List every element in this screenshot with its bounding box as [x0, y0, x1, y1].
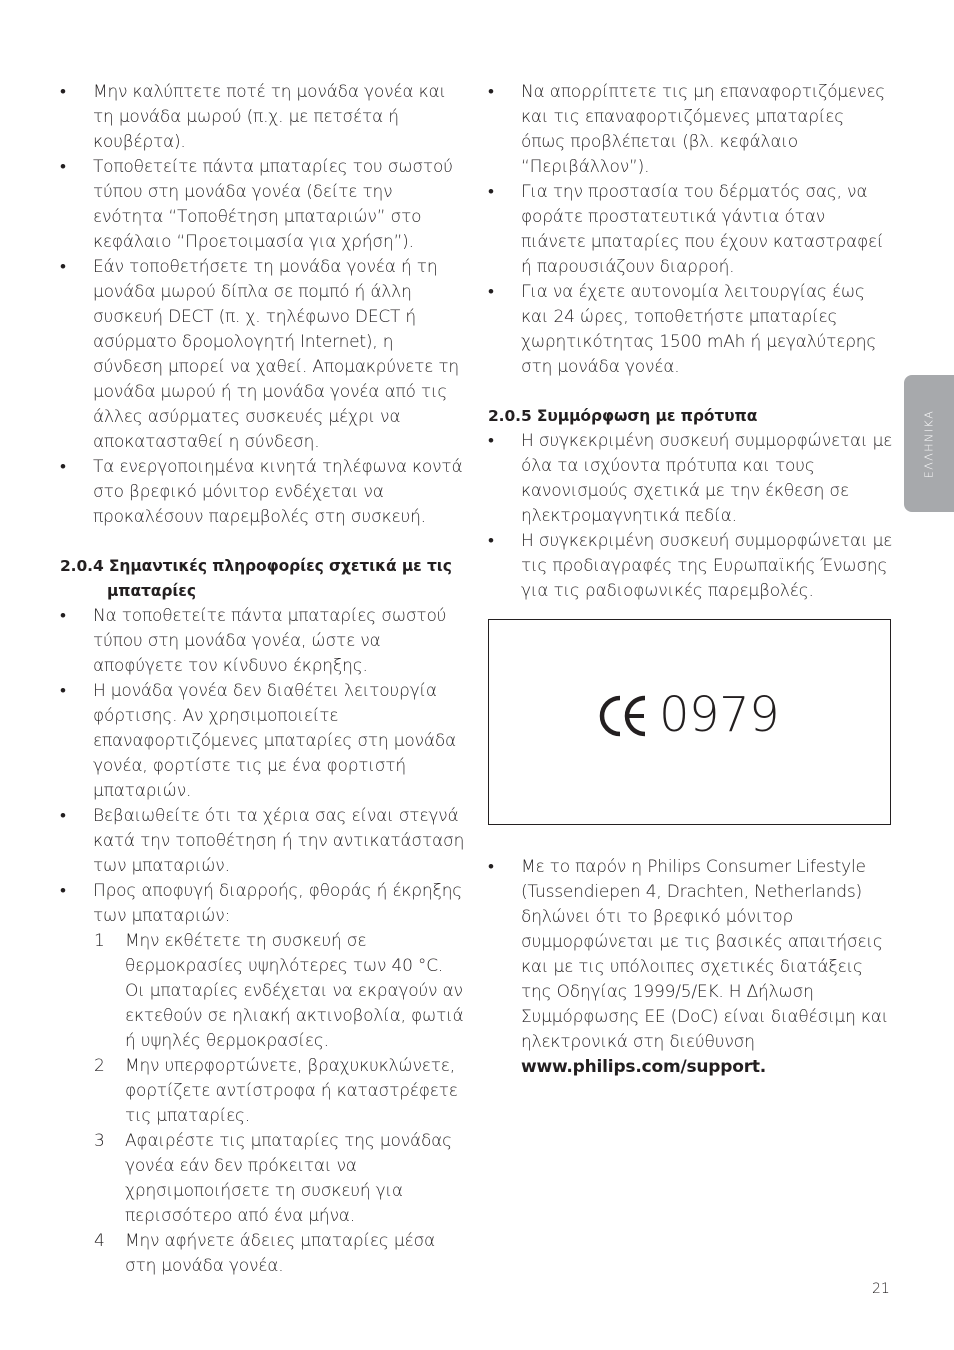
list-item	[488, 855, 893, 1080]
declaration-text: Με το παρόν η Philips Consumer Lifestyle (Tussendiepen 4, Drachten, Netherlands) δηλώνει ότι το βρεφικό μόνιτορ συμμορφώνεται με τις βασικές απαιτήσεις και με τις υπόλοιπες σχετικές διατάξεις της Οδηγίας 1999/5/ΕΚ. Η Δήλωση Συμμόρφωσης ΕΕ (DoC) είναι διαθέσιμη και ηλεκτρονικά στη διεύθυνση	[521, 857, 889, 1052]
list-item: • Να απορρίπτετε τις μη επαναφορτιζόμενες και τις επαναφορτιζόμενες μπαταρίες όπως προβλέπεται (βλ. κεφάλαιο “Περιβάλλον”).	[488, 82, 886, 177]
bullet-icon: •	[488, 182, 494, 202]
bullet-icon: •	[60, 806, 66, 826]
bullet-icon: •	[60, 881, 66, 901]
ce-mark-icon	[599, 694, 649, 738]
bullet-icon: •	[60, 82, 66, 102]
bullet-icon: •	[60, 457, 66, 477]
list-item: • Να τοποθετείτε πάντα μπαταρίες σωστού τύπου στη μονάδα γονέα, ώστε να αποφύγετε τον κίνδυνο έκρηξης.	[60, 606, 447, 676]
right-column	[488, 80, 893, 1080]
page-number: 21	[872, 1281, 890, 1297]
bullet-icon: •	[60, 257, 66, 277]
list-item: • Μην καλύπτετε ποτέ τη μονάδα γονέα και τη μονάδα μωρού (π.χ. με πετσέτα ή κουβέρτα).	[60, 82, 446, 152]
bullet-icon: •	[488, 857, 494, 877]
numbered-list	[93, 929, 465, 1279]
list-item: • Για την προστασία του δέρματός σας, να φοράτε προστατευτικά γάντια όταν πιάνετε μπαταρίες που έχουν καταστραφεί ή παρουσιάζουν διαρροή.	[488, 182, 884, 277]
list-item: • Για να έχετε αυτονομία λειτουργίας έως και 24 ώρες, τοποθετήστε μπαταρίες χωρητικότητας 1500 mAh ή μεγαλύτερης στη μονάδα γονέα.	[488, 282, 877, 377]
bullet-icon: •	[60, 606, 66, 626]
battery-bullet-list-continued	[488, 80, 893, 380]
list-item: • Τα ενεργοποιημένα κινητά τηλέφωνα κοντά στο βρεφικό μόνιτορ ενδέχεται να προκαλέσουν παρεμβολές στη συσκευή.	[60, 457, 463, 527]
section-heading-compliance: 2.0.5 Συμμόρφωση με πρότυπα	[488, 407, 758, 425]
safety-bullet-list	[60, 80, 465, 530]
language-tab-label: ΕΛΛΗΝΙΚΑ	[922, 409, 936, 478]
list-item: • Η μονάδα γονέα δεν διαθέτει λειτουργία φόρτισης. Αν χρησιμοποιείτε επαναφορτιζόμενες μπαταρίες στη μονάδα γονέα, φορτίστε τις με ένα φορτιστή μπαταριών.	[60, 681, 457, 801]
numbered-item: 2 Μην υπερφορτώνετε, βραχυκυκλώνετε, φορτίζετε αντίστροφα ή καταστρέφετε τις μπαταρίες.	[94, 1056, 458, 1126]
bullet-icon: •	[488, 82, 494, 102]
list-item: • Τοποθετείτε πάντα μπαταρίες του σωστού τύπου στη μονάδα γονέα (δείτε την ενότητα “Τοποθέτηση μπαταριών” στο κεφάλαιο “Προετοιμασία για χρήση”).	[60, 157, 453, 252]
ce-mark-box	[488, 619, 891, 825]
list-item: • Βεβαιωθείτε ότι τα χέρια σας είναι στεγνά κατά την τοποθέτηση ή την αντικατάσταση των μπαταριών.	[60, 806, 465, 876]
item-number: 3	[94, 1131, 105, 1151]
list-item: • Εάν τοποθετήσετε τη μονάδα γονέα ή τη μονάδα μωρού δίπλα σε πομπό ή άλλη συσκευή DECT (π. χ. τηλέφωνο DECT ή ασύρματο δρομολογητή Internet), η σύνδεση μπορεί να χαθεί. Απομακρύνετε τη μονάδα μωρού ή τη μονάδα γονέα από τις άλλες ασύρματες συσκευές μέχρι να αποκατασταθεί η σύνδεση.	[60, 257, 459, 452]
list-item: • Η συγκεκριμένη συσκευή συμμορφώνεται με τις προδιαγραφές της Ευρωπαϊκής Ένωσης για τις ραδιοφωνικές παρεμβολές.	[488, 531, 893, 601]
list-item: • Προς αποφυγή διαρροής, φθοράς ή έκρηξης των μπαταριών: 1 Μην εκθέτετε τη συσκευή σε θερμοκρασίες υψηλότερες των 40 °C. Οι μπαταρίες ενδέχεται να εκραγούν αν εκτεθούν σε ηλιακή ακτινοβολία, φωτιά ή υψηλές θερμοκρασίες. 2 Μην υπερφορτώνετε, βραχυκυκλώνετε, φορτίζετε αντίστροφα ή καταστρέφετε τις μπαταρίες. 3 Αφαιρέστε τις μπαταρίες της μονάδας γονέα εάν δεν πρόκειται να χρησιμοποιήσετε τη συσκευή για περισσότερο από ένα μήνα. 4 Μην αφήνετε άδειες μπαταρίες μέσα στη μονάδα γονέα.	[60, 879, 465, 1279]
bullet-icon: •	[60, 157, 66, 177]
numbered-item: 3 Αφαιρέστε τις μπαταρίες της μονάδας γονέα εάν δεν πρόκειται να χρησιμοποιήσετε τη συσκευή για περισσότερο από ένα μήνα.	[94, 1131, 452, 1226]
numbered-item: 1 Μην εκθέτετε τη συσκευή σε θερμοκρασίες υψηλότερες των 40 °C. Οι μπαταρίες ενδέχεται να εκραγούν αν εκτεθούν σε ηλιακή ακτινοβολία, φωτιά ή υψηλές θερμοκρασίες.	[94, 931, 464, 1051]
left-column	[60, 80, 465, 1279]
battery-bullet-list	[60, 604, 465, 1279]
item-number: 4	[94, 1231, 105, 1251]
section-heading-batteries: 2.0.4 Σημαντικές πληροφορίες σχετικά με τις μπαταρίες	[60, 557, 452, 600]
item-number: 1	[94, 931, 105, 951]
bullet-icon: •	[488, 531, 494, 551]
bullet-icon: •	[60, 681, 66, 701]
support-url-link[interactable]: www.philips.com/support.	[521, 1057, 767, 1077]
ce-notified-body-number: 0979	[659, 687, 780, 743]
bullet-icon: •	[488, 282, 494, 302]
declaration-list	[488, 855, 893, 1080]
numbered-item: 4 Μην αφήνετε άδειες μπαταρίες μέσα στη μονάδα γονέα.	[94, 1231, 436, 1276]
item-number: 2	[94, 1056, 105, 1076]
language-tab	[904, 375, 954, 512]
bullet-icon: •	[488, 431, 494, 451]
list-item: • Η συγκεκριμένη συσκευή συμμορφώνεται με όλα τα ισχύοντα πρότυπα και τους κανονισμούς σχετικά με την έκθεση σε ηλεκτρομαγνητικά πεδία.	[488, 431, 893, 526]
compliance-bullet-list	[488, 429, 893, 604]
